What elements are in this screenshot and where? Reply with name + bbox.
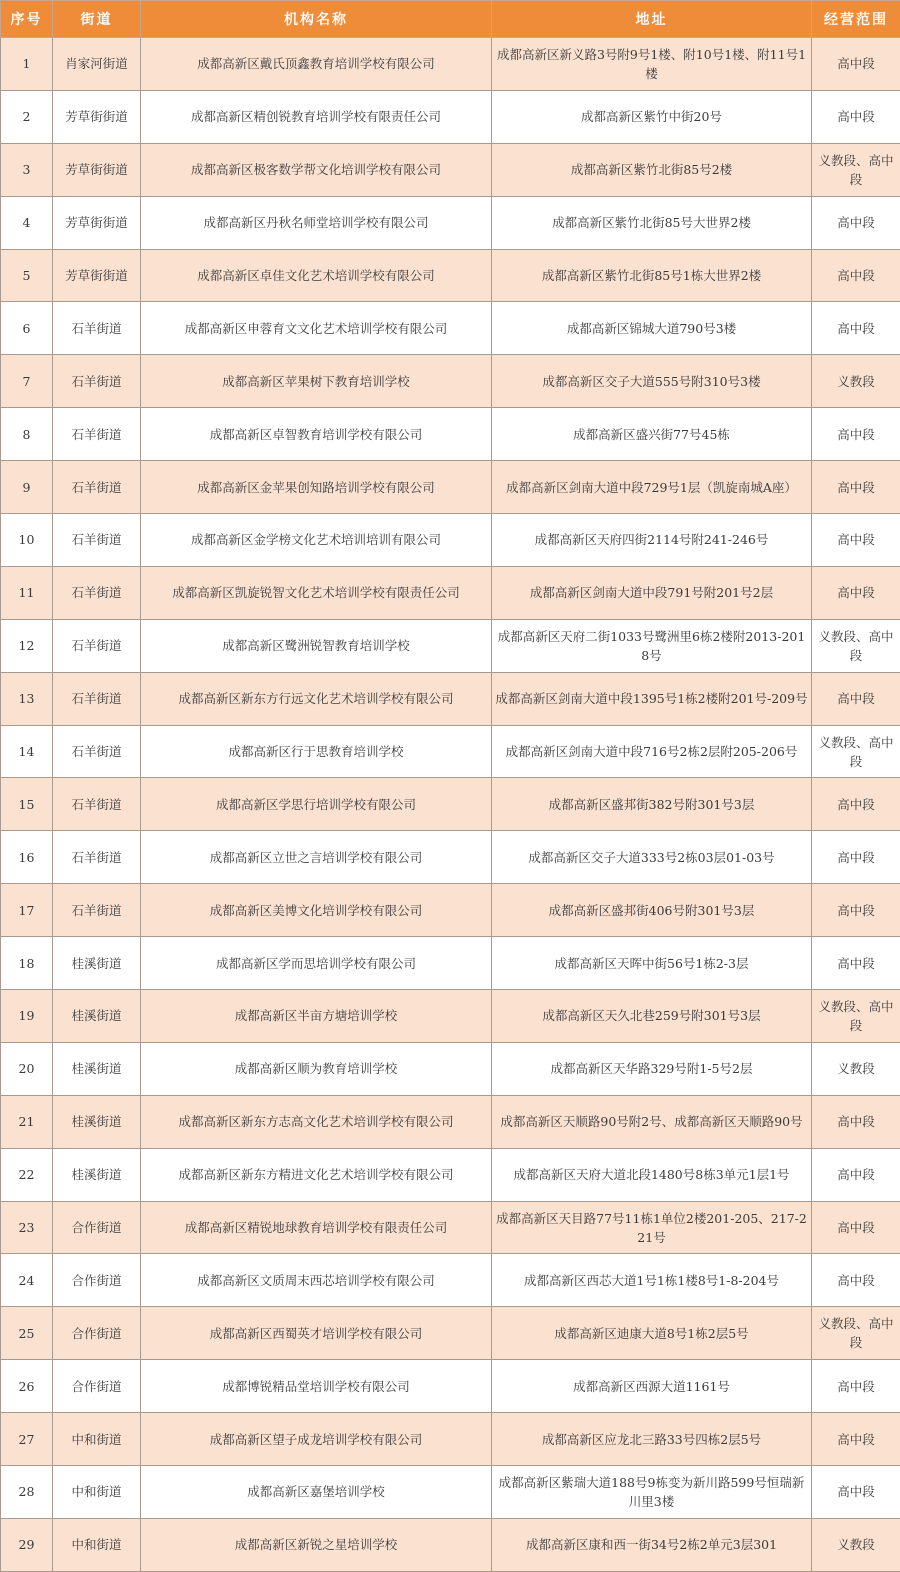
business-scope-cell: 高中段 (812, 937, 900, 990)
address-cell: 成都高新区紫竹北街85号2楼 (492, 143, 812, 196)
row-index-cell: 26 (1, 1360, 53, 1413)
table-row (1, 566, 900, 619)
business-scope-cell: 高中段 (812, 302, 900, 355)
institution-name-cell: 成都高新区卓智教育培训学校有限公司 (141, 408, 492, 461)
street-cell: 芳草街街道 (53, 196, 141, 249)
business-scope-cell: 高中段 (812, 90, 900, 143)
address-cell: 成都高新区紫竹北街85号大世界2楼 (492, 196, 812, 249)
table-row (1, 302, 900, 355)
row-index-cell: 27 (1, 1413, 53, 1466)
address-cell: 成都高新区天府四街2114号附241-246号 (492, 514, 812, 567)
business-scope-cell: 高中段 (812, 831, 900, 884)
business-scope-cell: 义教段、高中段 (812, 725, 900, 778)
street-cell: 中和街道 (53, 1413, 141, 1466)
table-row (1, 1095, 900, 1148)
row-index-cell: 5 (1, 249, 53, 302)
business-scope-cell: 高中段 (812, 514, 900, 567)
business-scope-cell: 义教段 (812, 1042, 900, 1095)
institution-name-cell: 成都高新区苹果树下教育培训学校 (141, 355, 492, 408)
business-scope-cell: 高中段 (812, 884, 900, 937)
table-row (1, 1042, 900, 1095)
row-index-cell: 18 (1, 937, 53, 990)
table-row (1, 1360, 900, 1413)
row-index-cell: 19 (1, 990, 53, 1043)
business-scope-cell: 高中段 (812, 778, 900, 831)
address-cell: 成都高新区盛邦街382号附301号3层 (492, 778, 812, 831)
row-index-cell: 25 (1, 1307, 53, 1360)
institution-name-cell: 成都高新区戴氏顶鑫教育培训学校有限公司 (141, 38, 492, 91)
address-cell: 成都高新区剑南大道中段1395号1栋2楼附201号-209号 (492, 672, 812, 725)
institution-name-cell: 成都高新区精锐地球教育培训学校有限责任公司 (141, 1201, 492, 1254)
address-cell: 成都高新区交子大道333号2栋03层01-03号 (492, 831, 812, 884)
address-cell: 成都高新区天府二街1033号鹭洲里6栋2楼附2013-2018号 (492, 619, 812, 672)
institution-name-cell: 成都高新区学思行培训学校有限公司 (141, 778, 492, 831)
street-cell: 合作街道 (53, 1307, 141, 1360)
business-scope-cell: 高中段 (812, 1148, 900, 1201)
business-scope-cell: 高中段 (812, 1413, 900, 1466)
institution-name-cell: 成都高新区新东方行远文化艺术培训学校有限公司 (141, 672, 492, 725)
business-scope-cell: 义教段、高中段 (812, 990, 900, 1043)
row-index-cell: 7 (1, 355, 53, 408)
street-cell: 桂溪街道 (53, 1148, 141, 1201)
address-cell: 成都高新区天华路329号附1-5号2层 (492, 1042, 812, 1095)
table-row (1, 1466, 900, 1519)
header-business-scope: 经营范围 (812, 1, 900, 38)
row-index-cell: 15 (1, 778, 53, 831)
row-index-cell: 20 (1, 1042, 53, 1095)
address-cell: 成都高新区紫竹中街20号 (492, 90, 812, 143)
table-row (1, 143, 900, 196)
table-row (1, 1201, 900, 1254)
street-cell: 石羊街道 (53, 831, 141, 884)
institution-name-cell: 成都高新区卓佳文化艺术培训学校有限公司 (141, 249, 492, 302)
header-index: 序号 (1, 1, 53, 38)
row-index-cell: 22 (1, 1148, 53, 1201)
address-cell: 成都高新区锦城大道790号3楼 (492, 302, 812, 355)
business-scope-cell: 高中段 (812, 1201, 900, 1254)
institution-name-cell: 成都高新区申蓉育文文化艺术培训学校有限公司 (141, 302, 492, 355)
business-scope-cell: 高中段 (812, 566, 900, 619)
table-header (1, 1, 900, 38)
institution-name-cell: 成都高新区望子成龙培训学校有限公司 (141, 1413, 492, 1466)
street-cell: 芳草街街道 (53, 249, 141, 302)
row-index-cell: 2 (1, 90, 53, 143)
address-cell: 成都高新区剑南大道中段716号2栋2层附205-206号 (492, 725, 812, 778)
street-cell: 石羊街道 (53, 302, 141, 355)
table-row (1, 1518, 900, 1571)
street-cell: 石羊街道 (53, 725, 141, 778)
table-row (1, 1307, 900, 1360)
table-row (1, 990, 900, 1043)
address-cell: 成都高新区迪康大道8号1栋2层5号 (492, 1307, 812, 1360)
street-cell: 桂溪街道 (53, 1095, 141, 1148)
row-index-cell: 10 (1, 514, 53, 567)
street-cell: 石羊街道 (53, 778, 141, 831)
institution-name-cell: 成都高新区立世之言培训学校有限公司 (141, 831, 492, 884)
row-index-cell: 17 (1, 884, 53, 937)
institution-name-cell: 成都高新区金苹果创知路培训学校有限公司 (141, 461, 492, 514)
row-index-cell: 6 (1, 302, 53, 355)
business-scope-cell: 高中段 (812, 672, 900, 725)
street-cell: 桂溪街道 (53, 937, 141, 990)
institution-name-cell: 成都博锐精品堂培训学校有限公司 (141, 1360, 492, 1413)
business-scope-cell: 义教段 (812, 1518, 900, 1571)
table-row (1, 1148, 900, 1201)
business-scope-cell: 义教段、高中段 (812, 1307, 900, 1360)
street-cell: 肖家河街道 (53, 38, 141, 91)
address-cell: 成都高新区天府大道北段1480号8栋3单元1层1号 (492, 1148, 812, 1201)
street-cell: 石羊街道 (53, 672, 141, 725)
street-cell: 石羊街道 (53, 461, 141, 514)
street-cell: 桂溪街道 (53, 990, 141, 1043)
row-index-cell: 4 (1, 196, 53, 249)
row-index-cell: 1 (1, 38, 53, 91)
header-street: 街道 (53, 1, 141, 38)
table-row (1, 461, 900, 514)
institution-name-cell: 成都高新区新锐之星培训学校 (141, 1518, 492, 1571)
institution-name-cell: 成都高新区学而思培训学校有限公司 (141, 937, 492, 990)
table-row (1, 38, 900, 91)
row-index-cell: 3 (1, 143, 53, 196)
row-index-cell: 14 (1, 725, 53, 778)
business-scope-cell: 高中段 (812, 1095, 900, 1148)
row-index-cell: 23 (1, 1201, 53, 1254)
header-row (1, 1, 900, 38)
institution-name-cell: 成都高新区丹秋名师堂培训学校有限公司 (141, 196, 492, 249)
table-row (1, 831, 900, 884)
business-scope-cell: 义教段、高中段 (812, 619, 900, 672)
row-index-cell: 13 (1, 672, 53, 725)
street-cell: 石羊街道 (53, 514, 141, 567)
street-cell: 石羊街道 (53, 884, 141, 937)
table-row (1, 90, 900, 143)
header-institution-name: 机构名称 (141, 1, 492, 38)
institution-name-cell: 成都高新区行于思教育培训学校 (141, 725, 492, 778)
street-cell: 石羊街道 (53, 408, 141, 461)
address-cell: 成都高新区应龙北三路33号四栋2层5号 (492, 1413, 812, 1466)
table-row (1, 619, 900, 672)
row-index-cell: 9 (1, 461, 53, 514)
institution-name-cell: 成都高新区半亩方塘培训学校 (141, 990, 492, 1043)
address-cell: 成都高新区紫瑞大道188号9栋变为新川路599号恒瑞新川里3楼 (492, 1466, 812, 1519)
address-cell: 成都高新区剑南大道中段729号1层（凯旋南城A座） (492, 461, 812, 514)
institution-name-cell: 成都高新区新东方精进文化艺术培训学校有限公司 (141, 1148, 492, 1201)
table-row (1, 249, 900, 302)
address-cell: 成都高新区盛邦街406号附301号3层 (492, 884, 812, 937)
table-row (1, 672, 900, 725)
institution-name-cell: 成都高新区精创锐教育培训学校有限责任公司 (141, 90, 492, 143)
street-cell: 石羊街道 (53, 566, 141, 619)
address-cell: 成都高新区天晖中街56号1栋2-3层 (492, 937, 812, 990)
row-index-cell: 8 (1, 408, 53, 461)
institution-name-cell: 成都高新区金学榜文化艺术培训培训有限公司 (141, 514, 492, 567)
table-row (1, 196, 900, 249)
institution-name-cell: 成都高新区凯旋锐智文化艺术培训学校有限责任公司 (141, 566, 492, 619)
table-row (1, 514, 900, 567)
business-scope-cell: 高中段 (812, 196, 900, 249)
table-row (1, 937, 900, 990)
institution-name-cell: 成都高新区西蜀英才培训学校有限公司 (141, 1307, 492, 1360)
table-row (1, 1254, 900, 1307)
street-cell: 合作街道 (53, 1201, 141, 1254)
table-row (1, 725, 900, 778)
business-scope-cell: 高中段 (812, 1254, 900, 1307)
row-index-cell: 24 (1, 1254, 53, 1307)
street-cell: 桂溪街道 (53, 1042, 141, 1095)
street-cell: 合作街道 (53, 1254, 141, 1307)
institution-name-cell: 成都高新区新东方志高文化艺术培训学校有限公司 (141, 1095, 492, 1148)
row-index-cell: 16 (1, 831, 53, 884)
header-address: 地址 (492, 1, 812, 38)
table-row (1, 884, 900, 937)
street-cell: 芳草街街道 (53, 143, 141, 196)
institution-name-cell: 成都高新区鹭洲锐智教育培训学校 (141, 619, 492, 672)
business-scope-cell: 高中段 (812, 1466, 900, 1519)
address-cell: 成都高新区剑南大道中段791号附201号2层 (492, 566, 812, 619)
institution-name-cell: 成都高新区文质周末西芯培训学校有限公司 (141, 1254, 492, 1307)
business-scope-cell: 高中段 (812, 38, 900, 91)
street-cell: 中和街道 (53, 1518, 141, 1571)
address-cell: 成都高新区天久北巷259号附301号3层 (492, 990, 812, 1043)
address-cell: 成都高新区天目路77号11栋1单位2楼201-205、217-221号 (492, 1201, 812, 1254)
business-scope-cell: 高中段 (812, 249, 900, 302)
institution-name-cell: 成都高新区顺为教育培训学校 (141, 1042, 492, 1095)
institution-name-cell: 成都高新区美博文化培训学校有限公司 (141, 884, 492, 937)
street-cell: 石羊街道 (53, 619, 141, 672)
business-scope-cell: 高中段 (812, 1360, 900, 1413)
address-cell: 成都高新区新义路3号附9号1楼、附10号1楼、附11号1楼 (492, 38, 812, 91)
row-index-cell: 29 (1, 1518, 53, 1571)
table-body (1, 38, 900, 1572)
table-row (1, 1413, 900, 1466)
address-cell: 成都高新区西芯大道1号1栋1楼8号1-8-204号 (492, 1254, 812, 1307)
address-cell: 成都高新区紫竹北街85号1栋大世界2楼 (492, 249, 812, 302)
address-cell: 成都高新区天顺路90号附2号、成都高新区天顺路90号 (492, 1095, 812, 1148)
table-row (1, 778, 900, 831)
address-cell: 成都高新区西源大道1161号 (492, 1360, 812, 1413)
street-cell: 中和街道 (53, 1466, 141, 1519)
business-scope-cell: 义教段、高中段 (812, 143, 900, 196)
address-cell: 成都高新区盛兴街77号45栋 (492, 408, 812, 461)
street-cell: 合作街道 (53, 1360, 141, 1413)
row-index-cell: 11 (1, 566, 53, 619)
business-scope-cell: 高中段 (812, 461, 900, 514)
row-index-cell: 12 (1, 619, 53, 672)
business-scope-cell: 高中段 (812, 408, 900, 461)
table-row (1, 355, 900, 408)
row-index-cell: 21 (1, 1095, 53, 1148)
street-cell: 石羊街道 (53, 355, 141, 408)
address-cell: 成都高新区康和西一街34号2栋2单元3层301 (492, 1518, 812, 1571)
address-cell: 成都高新区交子大道555号附310号3楼 (492, 355, 812, 408)
institution-name-cell: 成都高新区极客数学帮文化培训学校有限公司 (141, 143, 492, 196)
table-row (1, 408, 900, 461)
street-cell: 芳草街街道 (53, 90, 141, 143)
institution-name-cell: 成都高新区嘉堡培训学校 (141, 1466, 492, 1519)
row-index-cell: 28 (1, 1466, 53, 1519)
business-scope-cell: 义教段 (812, 355, 900, 408)
